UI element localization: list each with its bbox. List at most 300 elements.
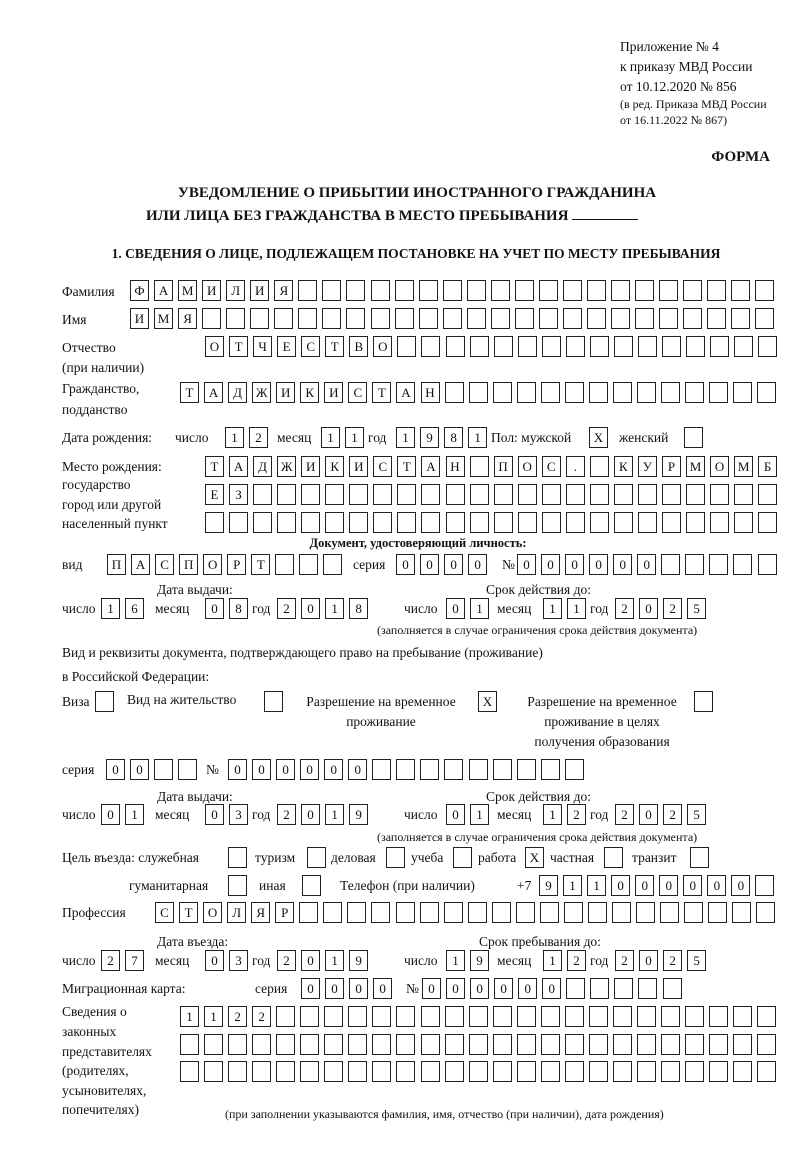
name-cell[interactable] [755,308,774,329]
representatives-3-cell[interactable] [228,1061,247,1082]
stay-until-year-cell[interactable]: 2 [663,950,682,971]
doc-series-cell[interactable]: 0 [444,554,463,575]
representatives-2-cell[interactable] [180,1034,199,1055]
stay-issue-year-cell[interactable]: 2 [277,804,296,825]
birthplace-1-cell[interactable]: О [518,456,537,477]
surname-cell[interactable] [755,280,774,301]
citizenship-cell[interactable]: Н [421,382,440,403]
birthplace-3-cell[interactable] [734,512,753,533]
visa-cell[interactable] [95,691,114,712]
surname-cell[interactable]: И [202,280,221,301]
citizenship-cell[interactable] [589,382,608,403]
doc-number-cell[interactable] [758,554,777,575]
citizenship-cell[interactable]: И [276,382,295,403]
name-cell[interactable] [467,308,486,329]
doc-series-cell[interactable]: 0 [468,554,487,575]
birthplace-3-cell[interactable] [566,512,585,533]
stay-valid-month-cell[interactable]: 2 [567,804,586,825]
sex-female-cell[interactable] [684,427,703,448]
purpose-private-cell[interactable] [604,847,623,868]
patronymic-cell[interactable] [421,336,440,357]
id-issue-year-cell[interactable]: 0 [301,598,320,619]
name-cell[interactable] [419,308,438,329]
stay-series-cell[interactable] [178,759,197,780]
id-valid-year-cell[interactable]: 2 [615,598,634,619]
profession-cell[interactable] [371,902,390,923]
stay-valid-year-cell[interactable]: 0 [639,804,658,825]
name-cell[interactable] [563,308,582,329]
birthplace-1-cell[interactable]: Т [397,456,416,477]
profession-cell[interactable]: Т [179,902,198,923]
entry-day-cell[interactable]: 7 [125,950,144,971]
profession-cell[interactable]: О [203,902,222,923]
id-valid-year-cell[interactable]: 0 [639,598,658,619]
entry-year-cell[interactable]: 9 [349,950,368,971]
id-issue-year-cell[interactable]: 2 [277,598,296,619]
patronymic-cell[interactable] [758,336,777,357]
birthplace-2-cell[interactable] [542,484,561,505]
representatives-1-cell[interactable]: 1 [180,1006,199,1027]
stay-number-cell[interactable]: 0 [300,759,319,780]
patronymic-cell[interactable] [566,336,585,357]
doc-number-cell[interactable] [685,554,704,575]
stay-number-cell[interactable] [372,759,391,780]
migration-number-cell[interactable] [663,978,682,999]
representatives-2-cell[interactable] [589,1034,608,1055]
patronymic-cell[interactable]: О [205,336,224,357]
patronymic-cell[interactable] [734,336,753,357]
doc-type-cell[interactable] [323,554,342,575]
profession-cell[interactable] [660,902,679,923]
profession-cell[interactable] [708,902,727,923]
citizenship-cell[interactable] [637,382,656,403]
surname-cell[interactable]: Л [226,280,245,301]
citizenship-cell[interactable]: А [396,382,415,403]
stay-series-cell[interactable] [154,759,173,780]
name-cell[interactable] [395,308,414,329]
representatives-1-cell[interactable] [709,1006,728,1027]
phone-cell[interactable]: 1 [563,875,582,896]
representatives-1-cell[interactable] [757,1006,776,1027]
stay-number-cell[interactable]: 0 [252,759,271,780]
birthplace-1-cell[interactable]: С [542,456,561,477]
representatives-1-cell[interactable] [637,1006,656,1027]
surname-cell[interactable] [467,280,486,301]
name-cell[interactable] [683,308,702,329]
representatives-3-cell[interactable] [276,1061,295,1082]
birthplace-2-cell[interactable] [758,484,777,505]
citizenship-cell[interactable] [445,382,464,403]
birthplace-2-cell[interactable] [421,484,440,505]
migration-series-cell[interactable]: 0 [373,978,392,999]
surname-cell[interactable] [539,280,558,301]
birthplace-1-cell[interactable]: . [566,456,585,477]
representatives-3-cell[interactable] [180,1061,199,1082]
patronymic-cell[interactable]: Е [277,336,296,357]
representatives-1-cell[interactable] [517,1006,536,1027]
migration-number-cell[interactable]: 0 [422,978,441,999]
representatives-1-cell[interactable] [324,1006,343,1027]
profession-cell[interactable] [636,902,655,923]
migration-series-cell[interactable]: 0 [349,978,368,999]
representatives-2-cell[interactable] [709,1034,728,1055]
representatives-2-cell[interactable] [685,1034,704,1055]
birthplace-1-cell[interactable]: Д [253,456,272,477]
doc-type-cell[interactable]: Р [227,554,246,575]
stay-issue-day-cell[interactable]: 1 [125,804,144,825]
stay-number-cell[interactable] [565,759,584,780]
surname-cell[interactable]: И [250,280,269,301]
birthplace-1-cell[interactable]: О [710,456,729,477]
doc-number-cell[interactable] [709,554,728,575]
surname-cell[interactable] [298,280,317,301]
stay-number-cell[interactable]: 0 [276,759,295,780]
stay-issue-year-cell[interactable]: 9 [349,804,368,825]
id-issue-day-cell[interactable]: 1 [101,598,120,619]
representatives-2-cell[interactable] [565,1034,584,1055]
representatives-2-cell[interactable] [324,1034,343,1055]
birthplace-3-cell[interactable] [662,512,681,533]
patronymic-cell[interactable] [470,336,489,357]
birthplace-2-cell[interactable] [590,484,609,505]
patronymic-cell[interactable] [590,336,609,357]
stay-valid-year-cell[interactable]: 2 [615,804,634,825]
surname-cell[interactable]: Ф [130,280,149,301]
migration-series-cell[interactable]: 0 [325,978,344,999]
migration-number-cell[interactable]: 0 [470,978,489,999]
surname-cell[interactable] [611,280,630,301]
birthplace-1-cell[interactable]: М [686,456,705,477]
representatives-1-cell[interactable]: 2 [228,1006,247,1027]
entry-year-cell[interactable]: 0 [301,950,320,971]
stay-until-day-cell[interactable]: 1 [446,950,465,971]
representatives-2-cell[interactable] [469,1034,488,1055]
name-cell[interactable]: Я [178,308,197,329]
birthplace-2-cell[interactable]: Е [205,484,224,505]
name-cell[interactable] [659,308,678,329]
representatives-3-cell[interactable] [757,1061,776,1082]
residence-permit-cell[interactable] [264,691,283,712]
representatives-1-cell[interactable] [445,1006,464,1027]
name-cell[interactable] [587,308,606,329]
representatives-2-cell[interactable] [733,1034,752,1055]
birthplace-1-cell[interactable]: К [325,456,344,477]
stay-number-cell[interactable]: 0 [228,759,247,780]
purpose-study-cell[interactable] [453,847,472,868]
profession-cell[interactable] [396,902,415,923]
birthplace-3-cell[interactable] [205,512,224,533]
purpose-tourism-cell[interactable] [307,847,326,868]
representatives-2-cell[interactable] [613,1034,632,1055]
representatives-1-cell[interactable] [661,1006,680,1027]
birthplace-1-cell[interactable] [590,456,609,477]
stay-issue-month-cell[interactable]: 0 [205,804,224,825]
stay-until-year-cell[interactable]: 2 [615,950,634,971]
birthplace-1-cell[interactable]: А [229,456,248,477]
stay-number-cell[interactable] [420,759,439,780]
birthplace-1-cell[interactable]: П [494,456,513,477]
birthplace-2-cell[interactable] [638,484,657,505]
stay-until-year-cell[interactable]: 0 [639,950,658,971]
doc-series-cell[interactable]: 0 [396,554,415,575]
birthplace-3-cell[interactable] [590,512,609,533]
profession-cell[interactable] [588,902,607,923]
citizenship-cell[interactable]: И [324,382,343,403]
doc-number-cell[interactable]: 0 [541,554,560,575]
doc-type-cell[interactable]: А [131,554,150,575]
representatives-2-cell[interactable] [300,1034,319,1055]
profession-cell[interactable] [684,902,703,923]
profession-cell[interactable] [756,902,775,923]
stay-number-cell[interactable] [469,759,488,780]
profession-cell[interactable]: Р [275,902,294,923]
citizenship-cell[interactable]: Т [372,382,391,403]
doc-number-cell[interactable]: 0 [565,554,584,575]
birthplace-3-cell[interactable] [518,512,537,533]
birthplace-3-cell[interactable] [710,512,729,533]
birth-year-cell[interactable]: 8 [444,427,463,448]
representatives-3-cell[interactable] [613,1061,632,1082]
birthplace-1-cell[interactable]: Ж [277,456,296,477]
id-issue-day-cell[interactable]: 6 [125,598,144,619]
representatives-1-cell[interactable] [493,1006,512,1027]
stay-issue-year-cell[interactable]: 1 [325,804,344,825]
patronymic-cell[interactable]: Т [325,336,344,357]
birthplace-3-cell[interactable] [542,512,561,533]
profession-cell[interactable] [516,902,535,923]
representatives-2-cell[interactable] [757,1034,776,1055]
profession-cell[interactable]: Л [227,902,246,923]
name-cell[interactable] [515,308,534,329]
representatives-1-cell[interactable] [733,1006,752,1027]
birthplace-1-cell[interactable]: И [349,456,368,477]
representatives-3-cell[interactable] [348,1061,367,1082]
representatives-3-cell[interactable] [252,1061,271,1082]
patronymic-cell[interactable]: В [349,336,368,357]
stay-number-cell[interactable]: 0 [348,759,367,780]
doc-number-cell[interactable] [661,554,680,575]
birthplace-3-cell[interactable] [325,512,344,533]
surname-cell[interactable]: М [178,280,197,301]
representatives-3-cell[interactable] [709,1061,728,1082]
patronymic-cell[interactable]: Т [229,336,248,357]
purpose-business-cell[interactable] [386,847,405,868]
id-valid-year-cell[interactable]: 5 [687,598,706,619]
citizenship-cell[interactable]: А [204,382,223,403]
doc-type-cell[interactable]: О [203,554,222,575]
representatives-1-cell[interactable]: 1 [204,1006,223,1027]
migration-number-cell[interactable]: 0 [542,978,561,999]
citizenship-cell[interactable] [613,382,632,403]
representatives-2-cell[interactable] [396,1034,415,1055]
temp-residence-cell[interactable]: X [478,691,497,712]
profession-cell[interactable] [323,902,342,923]
patronymic-cell[interactable] [686,336,705,357]
stay-until-day-cell[interactable]: 9 [470,950,489,971]
stay-valid-month-cell[interactable]: 1 [543,804,562,825]
id-issue-year-cell[interactable]: 1 [325,598,344,619]
representatives-2-cell[interactable] [228,1034,247,1055]
phone-cell[interactable]: 0 [731,875,750,896]
name-cell[interactable]: М [154,308,173,329]
sex-male-cell[interactable]: X [589,427,608,448]
surname-cell[interactable]: А [154,280,173,301]
doc-type-cell[interactable] [275,554,294,575]
phone-cell[interactable]: 0 [635,875,654,896]
surname-cell[interactable] [683,280,702,301]
stay-series-cell[interactable]: 0 [106,759,125,780]
patronymic-cell[interactable]: О [373,336,392,357]
name-cell[interactable] [226,308,245,329]
phone-cell[interactable]: 1 [587,875,606,896]
id-valid-month-cell[interactable]: 1 [567,598,586,619]
profession-cell[interactable] [732,902,751,923]
stay-number-cell[interactable] [396,759,415,780]
birthplace-3-cell[interactable] [686,512,705,533]
citizenship-cell[interactable]: Ж [252,382,271,403]
surname-cell[interactable] [322,280,341,301]
name-cell[interactable] [731,308,750,329]
stay-valid-day-cell[interactable]: 1 [470,804,489,825]
surname-cell[interactable] [491,280,510,301]
id-issue-month-cell[interactable]: 8 [229,598,248,619]
profession-cell[interactable] [564,902,583,923]
birth-year-cell[interactable]: 1 [396,427,415,448]
profession-cell[interactable]: Я [251,902,270,923]
citizenship-cell[interactable] [709,382,728,403]
doc-number-cell[interactable] [733,554,752,575]
surname-cell[interactable] [731,280,750,301]
surname-cell[interactable] [395,280,414,301]
name-cell[interactable] [635,308,654,329]
representatives-2-cell[interactable] [517,1034,536,1055]
doc-number-cell[interactable]: 0 [613,554,632,575]
representatives-2-cell[interactable] [276,1034,295,1055]
id-valid-day-cell[interactable]: 1 [470,598,489,619]
surname-cell[interactable] [635,280,654,301]
representatives-3-cell[interactable] [685,1061,704,1082]
doc-number-cell[interactable]: 0 [589,554,608,575]
birthplace-2-cell[interactable] [686,484,705,505]
name-cell[interactable] [611,308,630,329]
representatives-2-cell[interactable] [637,1034,656,1055]
representatives-1-cell[interactable] [396,1006,415,1027]
citizenship-cell[interactable] [541,382,560,403]
migration-series-cell[interactable]: 0 [301,978,320,999]
representatives-1-cell[interactable] [565,1006,584,1027]
stay-number-cell[interactable] [444,759,463,780]
doc-number-cell[interactable]: 0 [637,554,656,575]
stay-number-cell[interactable]: 0 [324,759,343,780]
surname-cell[interactable] [707,280,726,301]
stay-issue-day-cell[interactable]: 0 [101,804,120,825]
representatives-3-cell[interactable] [565,1061,584,1082]
birth-day-cell[interactable]: 1 [225,427,244,448]
stay-valid-year-cell[interactable]: 5 [687,804,706,825]
representatives-3-cell[interactable] [445,1061,464,1082]
citizenship-cell[interactable] [685,382,704,403]
birthplace-2-cell[interactable] [446,484,465,505]
birthplace-2-cell[interactable]: З [229,484,248,505]
representatives-2-cell[interactable] [541,1034,560,1055]
surname-cell[interactable] [346,280,365,301]
profession-cell[interactable] [612,902,631,923]
citizenship-cell[interactable]: К [300,382,319,403]
edu-residence-cell[interactable] [694,691,713,712]
name-cell[interactable] [346,308,365,329]
surname-cell[interactable] [443,280,462,301]
migration-number-cell[interactable]: 0 [446,978,465,999]
stay-number-cell[interactable] [517,759,536,780]
birthplace-3-cell[interactable] [301,512,320,533]
representatives-1-cell[interactable] [589,1006,608,1027]
citizenship-cell[interactable]: Д [228,382,247,403]
name-cell[interactable] [707,308,726,329]
phone-cell[interactable]: 0 [707,875,726,896]
birthplace-2-cell[interactable] [662,484,681,505]
birthplace-3-cell[interactable] [349,512,368,533]
patronymic-cell[interactable]: Ч [253,336,272,357]
doc-type-cell[interactable]: П [107,554,126,575]
representatives-3-cell[interactable] [661,1061,680,1082]
birthplace-1-cell[interactable]: Т [205,456,224,477]
representatives-1-cell[interactable] [348,1006,367,1027]
birthplace-1-cell[interactable]: М [734,456,753,477]
citizenship-cell[interactable] [661,382,680,403]
representatives-3-cell[interactable] [589,1061,608,1082]
birthplace-1-cell[interactable]: А [421,456,440,477]
profession-cell[interactable]: С [155,902,174,923]
birthplace-3-cell[interactable] [758,512,777,533]
representatives-1-cell[interactable] [372,1006,391,1027]
patronymic-cell[interactable] [494,336,513,357]
citizenship-cell[interactable] [733,382,752,403]
birthplace-2-cell[interactable] [614,484,633,505]
birthplace-3-cell[interactable] [638,512,657,533]
citizenship-cell[interactable] [469,382,488,403]
birthplace-1-cell[interactable] [470,456,489,477]
patronymic-cell[interactable] [710,336,729,357]
id-issue-year-cell[interactable]: 8 [349,598,368,619]
profession-cell[interactable] [540,902,559,923]
representatives-3-cell[interactable] [517,1061,536,1082]
profession-cell[interactable] [347,902,366,923]
profession-cell[interactable] [468,902,487,923]
representatives-3-cell[interactable] [324,1061,343,1082]
representatives-3-cell[interactable] [204,1061,223,1082]
entry-month-cell[interactable]: 3 [229,950,248,971]
patronymic-cell[interactable] [638,336,657,357]
representatives-2-cell[interactable] [493,1034,512,1055]
stay-series-cell[interactable]: 0 [130,759,149,780]
birthplace-3-cell[interactable] [373,512,392,533]
citizenship-cell[interactable] [757,382,776,403]
birthplace-3-cell[interactable] [470,512,489,533]
birthplace-1-cell[interactable]: И [301,456,320,477]
phone-cell[interactable]: 0 [611,875,630,896]
entry-day-cell[interactable]: 2 [101,950,120,971]
name-cell[interactable] [202,308,221,329]
patronymic-cell[interactable] [446,336,465,357]
representatives-2-cell[interactable] [372,1034,391,1055]
purpose-work-cell[interactable]: X [525,847,544,868]
migration-number-cell[interactable]: 0 [494,978,513,999]
name-cell[interactable] [250,308,269,329]
citizenship-cell[interactable]: С [348,382,367,403]
stay-issue-month-cell[interactable]: 3 [229,804,248,825]
patronymic-cell[interactable] [614,336,633,357]
surname-cell[interactable] [563,280,582,301]
